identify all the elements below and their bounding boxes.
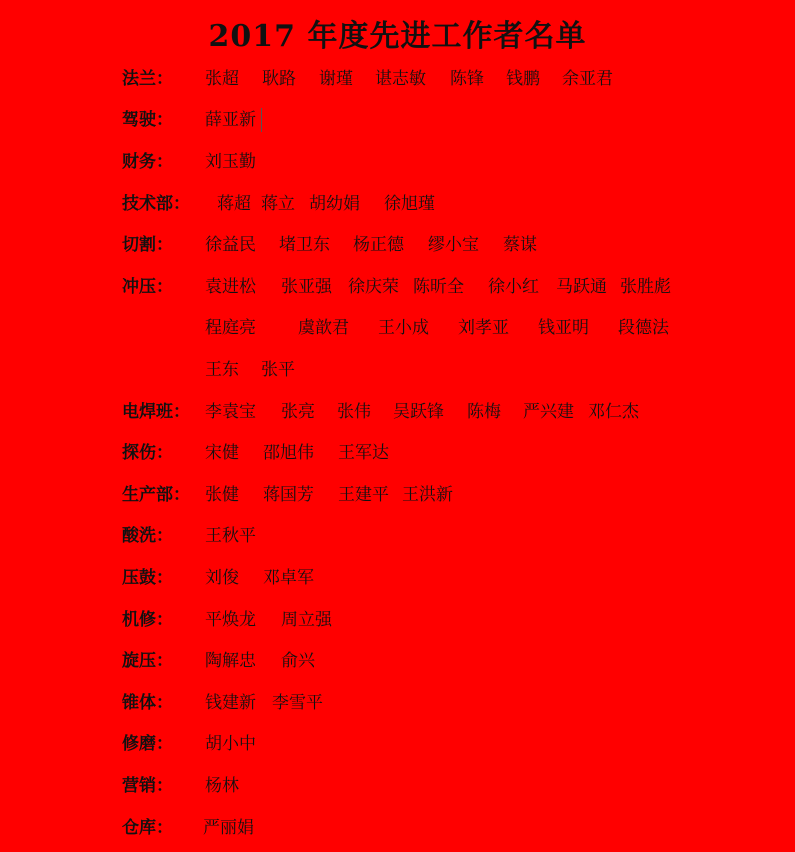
name-item: 王小成	[378, 318, 429, 338]
name-item: 徐旭瑾	[384, 194, 435, 214]
name-item: 虞歆君	[298, 318, 349, 338]
name-item: 耿路	[262, 69, 296, 89]
name-item: 蒋国芳	[263, 485, 314, 505]
dept-label-tanshang: 探伤：	[122, 443, 173, 463]
name-item: 吴跃锋	[393, 402, 444, 422]
name-item: 刘俊	[205, 568, 239, 588]
name-item: 缪小宝	[428, 235, 479, 255]
name-item: 杨林	[205, 776, 239, 796]
name-item: 程庭亮	[205, 318, 256, 338]
dept-label-zhuiti: 锥体：	[122, 693, 173, 713]
name-item: 谌志敏	[375, 69, 426, 89]
name-item: 蔡谋	[503, 235, 537, 255]
dept-label-xiumo: 修磨：	[122, 734, 173, 754]
page-title: 2017 年度先进工作者名单	[208, 19, 587, 54]
name-item: 刘玉勤	[205, 152, 256, 172]
name-item: 邓卓军	[263, 568, 314, 588]
dept-label-shengchanbu: 生产部：	[122, 485, 190, 505]
name-item: 钱鹏	[506, 69, 540, 89]
name-item: 张超	[205, 69, 239, 89]
name-item: 张平	[261, 360, 295, 380]
name-item: 胡幼娟	[309, 194, 360, 214]
name-item: 谢瑾	[319, 69, 353, 89]
name-item: 胡小中	[205, 734, 256, 754]
dept-label-jishubu: 技术部：	[122, 194, 190, 214]
name-item: 马跃通	[556, 277, 607, 297]
name-item: 陈锋	[450, 69, 484, 89]
dept-label-caiwu: 财务：	[122, 152, 173, 172]
text-cursor	[261, 108, 262, 132]
name-item: 张亚强	[281, 277, 332, 297]
dept-label-yingxiao: 营销：	[122, 776, 173, 796]
name-item: 陈昕全	[413, 277, 464, 297]
name-item: 王秋平	[205, 526, 256, 546]
name-item: 张胜彪	[620, 277, 671, 297]
name-item: 钱建新	[205, 693, 256, 713]
name-item: 平焕龙	[205, 610, 256, 630]
name-item: 杨正德	[353, 235, 404, 255]
name-item: 刘孝亚	[458, 318, 509, 338]
name-item: 周立强	[281, 610, 332, 630]
name-item: 王洪新	[402, 485, 453, 505]
name-item: 蒋立	[261, 194, 295, 214]
name-item: 李袁宝	[205, 402, 256, 422]
name-item: 徐庆荣	[348, 277, 399, 297]
name-item: 宋健	[205, 443, 239, 463]
name-item: 邓仁杰	[588, 402, 639, 422]
dept-label-qiege: 切割：	[122, 235, 173, 255]
name-item: 袁进松	[205, 277, 256, 297]
name-item: 陶解忠	[205, 651, 256, 671]
name-item: 王东	[205, 360, 239, 380]
name-item: 邵旭伟	[263, 443, 314, 463]
dept-label-xuanya: 旋压：	[122, 651, 173, 671]
dept-label-cangku: 仓库：	[122, 818, 173, 838]
name-item: 钱亚明	[538, 318, 589, 338]
name-item: 严丽娟	[203, 818, 254, 838]
name-item: 蒋超	[217, 194, 251, 214]
name-item: 余亚君	[562, 69, 613, 89]
dept-label-jiashi: 驾驶：	[122, 110, 173, 130]
dept-label-chongya: 冲压：	[122, 277, 173, 297]
name-item: 严兴建	[523, 402, 574, 422]
name-item: 张健	[205, 485, 239, 505]
name-item: 张伟	[337, 402, 371, 422]
name-item: 陈梅	[467, 402, 501, 422]
name-item: 张亮	[281, 402, 315, 422]
dept-label-suanxi: 酸洗：	[122, 526, 173, 546]
name-item: 王建平	[338, 485, 389, 505]
name-item: 李雪平	[272, 693, 323, 713]
name-item: 段德法	[618, 318, 669, 338]
name-item: 俞兴	[281, 651, 315, 671]
dept-label-jixiu: 机修：	[122, 610, 173, 630]
dept-label-falan: 法兰：	[122, 69, 173, 89]
name-item: 薛亚新	[205, 110, 256, 130]
name-item: 王军达	[338, 443, 389, 463]
name-item: 徐小红	[488, 277, 539, 297]
dept-label-dianhanban: 电焊班：	[122, 402, 190, 422]
name-item: 堵卫东	[279, 235, 330, 255]
dept-label-yagu: 压鼓：	[122, 568, 173, 588]
name-item: 徐益民	[205, 235, 256, 255]
